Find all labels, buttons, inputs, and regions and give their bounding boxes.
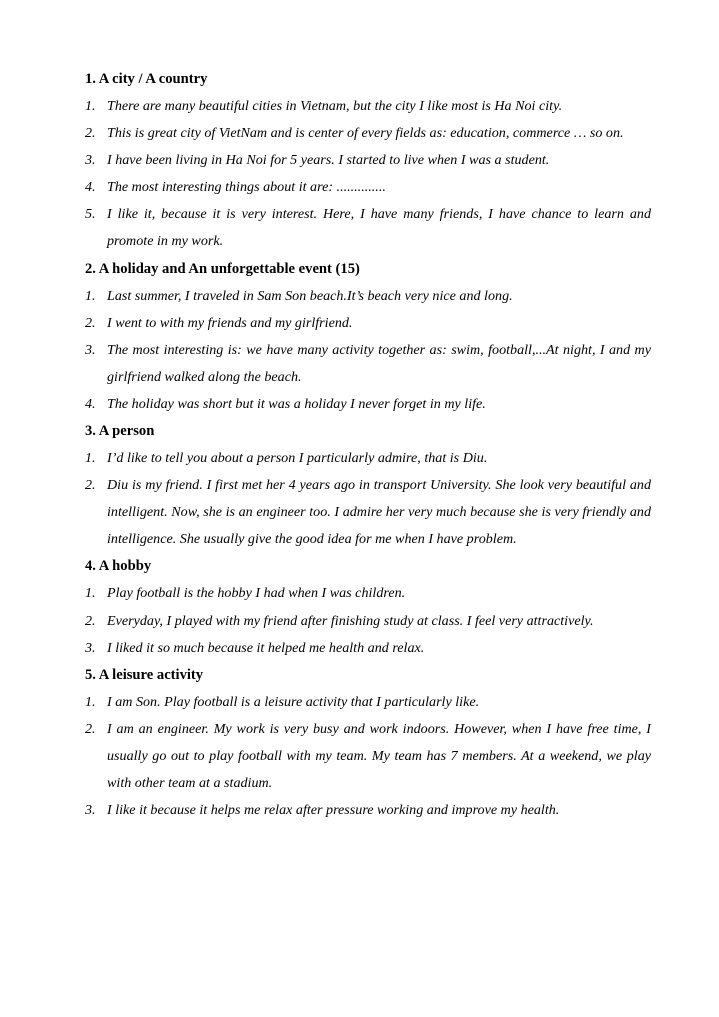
item-text: Last summer, I traveled in Sam Son beach.It’s beach very nice and long. (107, 287, 513, 304)
item-number: 4. (85, 179, 96, 196)
list-item (85, 310, 651, 337)
item-list (85, 93, 651, 256)
section-heading: 5. A leisure activity (85, 666, 204, 683)
item-number: 1. (85, 287, 96, 304)
list-item (85, 445, 651, 472)
item-text: There are many beautiful cities in Vietnam, but the city I like most is Ha Noi city. (107, 98, 563, 114)
list-item (85, 716, 651, 797)
list-item (85, 337, 651, 391)
list-item (85, 797, 651, 824)
item-number: 3. (85, 341, 96, 358)
list-item (85, 608, 651, 635)
list-item (85, 472, 651, 553)
item-text: Play football is the hobby I had when I was children. (107, 585, 406, 602)
item-text: I am an engineer. My work is very busy and work indoors. However, when I have free time, I usually go out to play football with my team. My team has 7 members. At a weekend, we play with other team at a stadium. (107, 720, 651, 791)
list-item (85, 391, 651, 418)
item-text: I like it, because it is very interest. Here, I have many friends, I have chance to learn and promote in my work. (107, 206, 651, 250)
section-hobby (85, 553, 651, 661)
item-list (85, 283, 651, 418)
item-number: 1. (85, 585, 96, 602)
item-number: 5. (85, 206, 96, 223)
section-heading: 1. A city / A country (85, 71, 208, 87)
item-text: I liked it so much because it helped me health and relax. (107, 639, 425, 656)
list-item (85, 580, 651, 607)
item-text: I have been living in Ha Noi for 5 years. I started to live when I was a student. (107, 152, 550, 169)
item-text: The most interesting is: we have many activity together as: swim, football,...At night, I and my girlfriend walked along the beach. (107, 341, 651, 385)
list-item (85, 689, 651, 716)
document-page (85, 66, 651, 824)
item-text: Diu is my friend. I first met her 4 years ago in transport University. She look very beautiful and intelligent. Now, she is an engineer too. I admire her very much because she is very friendly and intelligence. She usually give the good idea for me when I have problem. (107, 477, 651, 548)
item-number: 3. (85, 802, 96, 819)
item-number: 1. (85, 98, 96, 114)
section-city-country (85, 66, 651, 256)
list-item (85, 93, 651, 120)
list-item (85, 174, 651, 201)
item-number: 2. (85, 477, 96, 494)
item-text: I am Son. Play football is a leisure activity that I particularly like. (107, 693, 480, 710)
item-text: Everyday, I played with my friend after finishing study at class. I feel very attractively. (107, 612, 594, 629)
item-number: 1. (85, 693, 96, 710)
section-holiday-event (85, 256, 651, 418)
item-number: 2. (85, 612, 96, 629)
list-item (85, 147, 651, 174)
item-text: I’d like to tell you about a person I particularly admire, that is Diu. (107, 450, 488, 467)
item-text: I like it because it helps me relax after pressure working and improve my health. (107, 802, 560, 819)
item-text: The holiday was short but it was a holiday I never forget in my life. (107, 395, 486, 412)
list-item (85, 283, 651, 310)
section-heading: 2. A holiday and An unforgettable event (15) (85, 260, 360, 277)
item-number: 4. (85, 395, 96, 412)
section-heading: 3. A person (85, 423, 155, 440)
item-text: This is great city of VietNam and is center of every fields as: education, commerce … so on. (107, 125, 624, 142)
item-text: The most interesting things about it are: .............. (107, 179, 386, 196)
list-item (85, 635, 651, 662)
item-text: I went to with my friends and my girlfriend. (107, 314, 353, 331)
item-list (85, 689, 651, 824)
item-number: 1. (85, 450, 96, 467)
section-leisure-activity (85, 662, 651, 824)
item-list (85, 445, 651, 553)
list-item (85, 201, 651, 255)
item-number: 3. (85, 639, 96, 656)
list-item (85, 120, 651, 147)
item-number: 2. (85, 314, 96, 331)
item-list (85, 580, 651, 661)
item-number: 2. (85, 720, 96, 737)
item-number: 2. (85, 125, 96, 142)
item-number: 3. (85, 152, 96, 169)
section-person (85, 418, 651, 553)
section-heading: 4. A hobby (85, 558, 152, 575)
